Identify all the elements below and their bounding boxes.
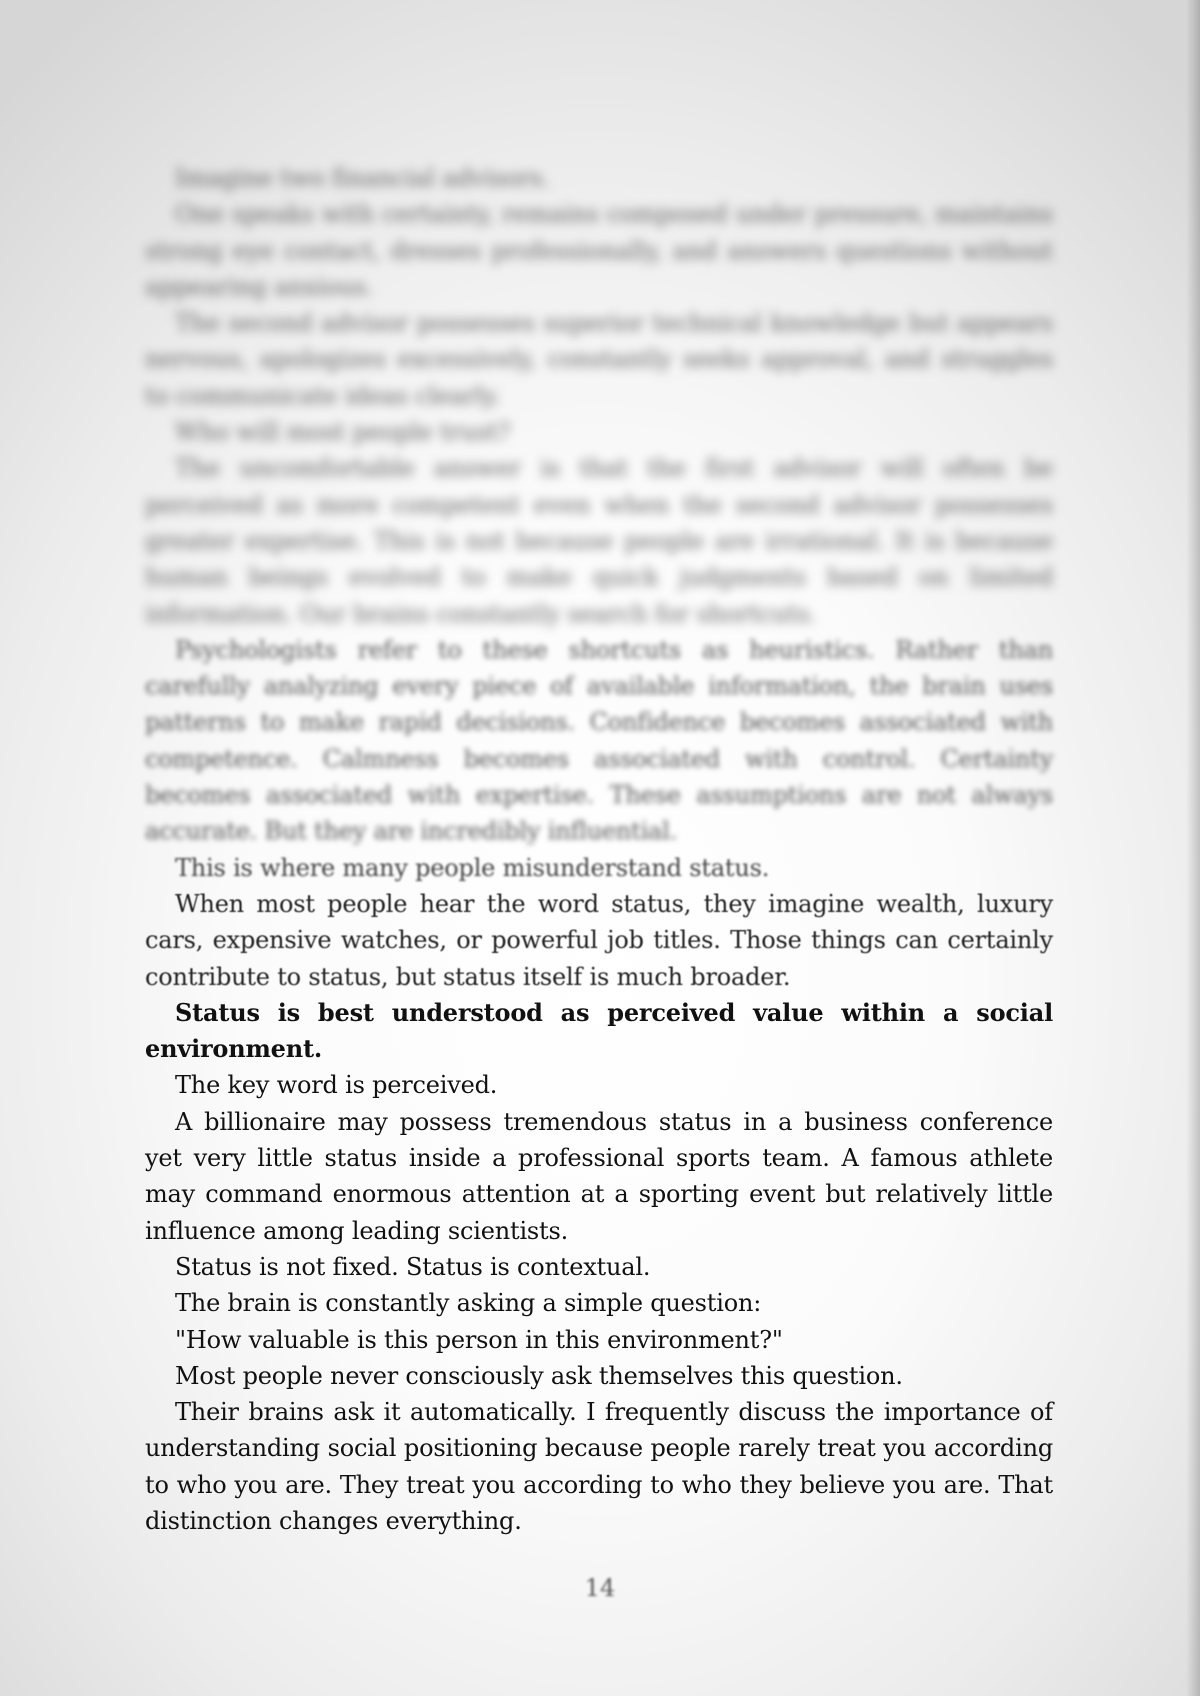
paragraph: The second advisor possesses superior technical knowledge but appears nervous, apologizes excessively, constantly seeks approval, and struggles to communicate ideas clearly. bbox=[145, 309, 1053, 410]
quoted-question: "How valuable is this person in this environment?" bbox=[175, 1325, 783, 1354]
paragraph: When most people hear the word status, they imagine wealth, luxury cars, expensive watches, or powerful job titles. Those things can certainly contribute to status, but status itself is much broader. bbox=[145, 889, 1053, 991]
paragraph: This is where many people misunderstand status. bbox=[175, 853, 770, 882]
paragraph: A billionaire may possess tremendous status in a business conference yet very little status inside a professional sports team. A famous athlete may command enormous attention at a sporting event but relatively little influence among leading scientists. bbox=[145, 1107, 1053, 1245]
key-definition: Status is best understood as perceived value within a social environment. bbox=[145, 997, 1053, 1064]
paragraph: Their brains ask it automatically. I frequently discuss the importance of understanding social positioning because people rarely treat you according to who you are. They treat you according to who they believe you are. That distinction changes everything. bbox=[145, 1398, 1053, 1535]
paragraph: Who will most people trust? bbox=[175, 418, 511, 447]
body-text bbox=[145, 160, 1053, 1539]
page-edge-shadow bbox=[1186, 0, 1200, 1696]
paragraph: Most people never consciously ask themselves this question. bbox=[175, 1361, 903, 1390]
page-number: 14 bbox=[584, 1574, 616, 1602]
paragraph: Psychologists refer to these shortcuts as heuristics. Rather than carefully analyzing every piece of available information, the brain uses patterns to make rapid decisions. Confidence becomes associated with competence. Calmness becomes associated with control. Certainty becomes associated with expertise. These assumptions are not always accurate. But they are incredibly influential. bbox=[145, 635, 1053, 846]
paragraph: One speaks with certainty, remains composed under pressure, maintains strong eye contact, dresses professionally, and answers questions without appearing anxious. bbox=[145, 200, 1053, 301]
paragraph: Status is not fixed. Status is contextual. bbox=[175, 1252, 651, 1281]
paragraph: The key word is perceived. bbox=[175, 1071, 498, 1100]
paragraph: The brain is constantly asking a simple question: bbox=[175, 1289, 762, 1318]
paragraph: Imagine two financial advisors. bbox=[175, 164, 550, 192]
paragraph: The uncomfortable answer is that the first advisor will often be perceived as more competent even when the second advisor possesses greater expertise. This is not because people are irrational. It is because human beings evolved to make quick judgments based on limited information. Our brains constantly search for shortcuts. bbox=[145, 454, 1053, 628]
